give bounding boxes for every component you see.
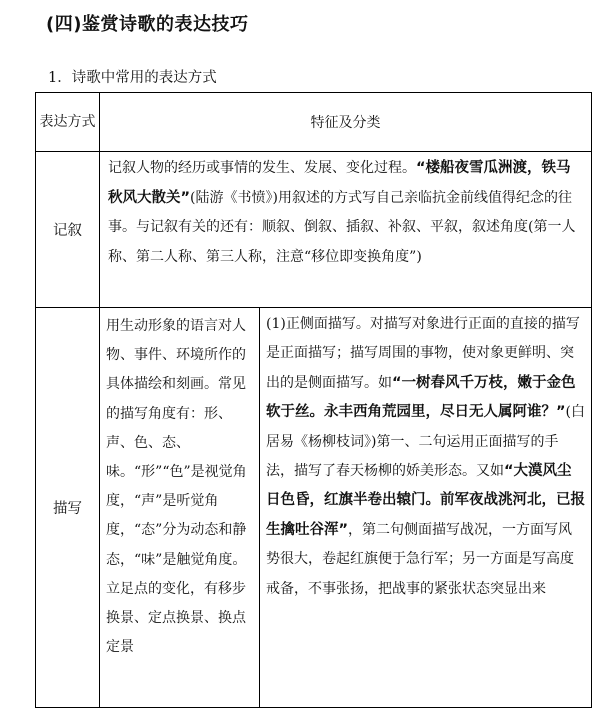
narration-description xyxy=(100,152,592,308)
description-overview: 用生动形象的语言对人物、事件、环境所作的具体描绘和刻画。常见的描写角度有：形、声、色、态、味。“形”“色”是视觉角度，“声”是听觉角度，“态”分为动态和静态，“味”是触觉角度。立足点的变化，有移步换景、定点换景、换点定景 xyxy=(100,308,260,708)
subsection-heading: 1．诗歌中常用的表达方式 xyxy=(48,70,217,86)
row-label-narration: 记叙 xyxy=(36,152,100,308)
description-poem-quote-2: “大漠风尘日色昏，红旗半卷出辕门。前军夜战洮河北，已报生擒吐谷浑” xyxy=(266,463,585,538)
row-label-description: 描写 xyxy=(36,308,100,708)
header-method: 表达方式 xyxy=(36,93,100,152)
description-detail-text-b: (白居易《杨柳枝词》)第一、二句运用正面描写的手法，描写了春天杨柳的娇美形态。又如 xyxy=(266,404,585,480)
table-row-narration xyxy=(36,152,592,308)
narration-poem-quote: “楼船夜雪瓜洲渡，铁马秋风大散关” xyxy=(108,160,571,206)
description-poem-quote-1: “一树春风千万枝，嫩于金色软于丝。永丰西角荒园里，尽日无人属阿谁？” xyxy=(266,374,576,421)
table-row-description xyxy=(36,308,592,708)
description-detail-text-c: ，第二句侧面描写战况，一方面写风势很大，卷起红旗便于急行军；另一方面是写高度戒备，不事张扬，把战事的紧张状态突显出来 xyxy=(266,521,574,597)
expression-methods-table xyxy=(35,92,592,708)
header-features: 特征及分类 xyxy=(100,93,592,152)
narration-text-a: 记叙人物的经历或事情的发生、发展、变化过程。 xyxy=(108,160,416,176)
narration-text-b: (陆游《书愤》)用叙述的方式写自己亲临抗金前线值得纪念的往事。与记叙有关的还有：顺叙、倒叙、插叙、补叙、平叙，叙述角度(第一人称、第二人称、第三人称，注意“移位即变换角度”) xyxy=(108,189,576,265)
section-heading: (四)鉴赏诗歌的表达技巧 xyxy=(46,14,249,35)
description-detail xyxy=(260,308,592,708)
table-header-row xyxy=(36,93,592,152)
description-detail-text-a: (1)正侧面描写。对描写对象进行正面的直接的描写是正面描写；描写周围的事物，使对象更鲜明、突出的是侧面描写。如 xyxy=(266,316,580,391)
